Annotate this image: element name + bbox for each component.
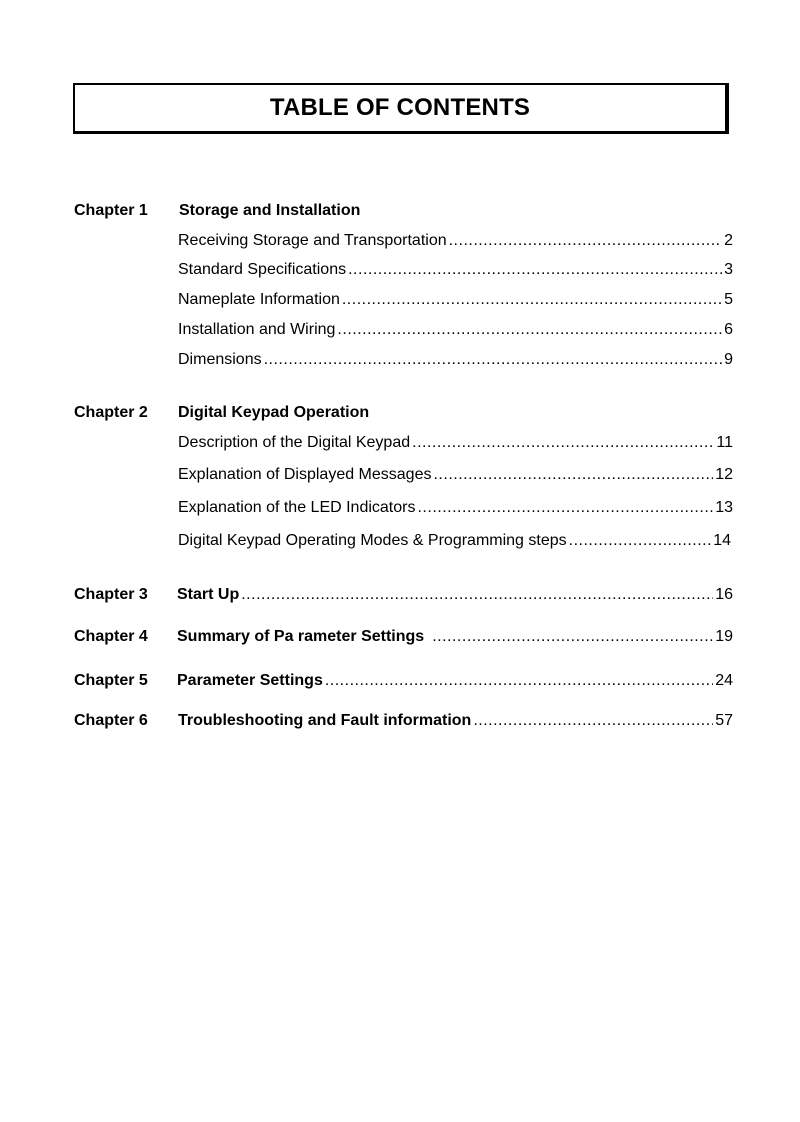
toc-entry-nameplate-information[interactable]	[178, 290, 733, 310]
toc-entry-text: Standard Specifications	[178, 261, 347, 278]
toc-entry-receiving-storage[interactable]	[178, 231, 733, 251]
dot-leader	[412, 433, 714, 453]
chapter-6-title: Troubleshooting and Fault information	[178, 712, 472, 729]
toc-entry-page: 2	[724, 232, 733, 249]
chapter-4-label: Chapter 4	[74, 628, 148, 645]
toc-entry-dimensions[interactable]	[178, 350, 733, 370]
toc-entry-text: Description of the Digital Keypad	[178, 434, 411, 451]
chapter-5-title: Parameter Settings	[177, 672, 323, 689]
dot-leader	[417, 498, 713, 518]
toc-entry-troubleshooting[interactable]	[178, 711, 733, 731]
dot-leader	[433, 465, 713, 485]
title-box	[73, 83, 729, 134]
dot-leader	[473, 711, 713, 731]
toc-entry-description-keypad[interactable]	[178, 433, 733, 453]
toc-entry-standard-specifications[interactable]	[178, 260, 733, 280]
toc-entry-page: 9	[724, 351, 733, 368]
dot-leader	[348, 260, 722, 280]
dot-leader	[569, 531, 712, 551]
chapter-2-title: Digital Keypad Operation	[178, 404, 370, 421]
toc-entry-start-up[interactable]	[177, 585, 733, 605]
toc-entry-installation-wiring[interactable]	[178, 320, 733, 340]
chapter-3-label: Chapter 3	[74, 586, 148, 603]
chapter-1-title: Storage and Installation	[179, 202, 361, 219]
toc-entry-page: 11	[716, 434, 733, 451]
dot-leader	[264, 350, 723, 370]
toc-entry-operating-modes[interactable]	[178, 531, 731, 551]
dot-leader	[241, 585, 713, 605]
dot-leader	[449, 231, 722, 251]
chapter-6-label: Chapter 6	[74, 712, 148, 729]
toc-entry-page: 13	[715, 499, 733, 516]
dot-leader	[337, 320, 722, 340]
chapter-3-title: Start Up	[177, 586, 240, 603]
toc-entry-text: Installation and Wiring	[178, 321, 336, 338]
chapter-2-label: Chapter 2	[74, 404, 148, 421]
toc-entry-summary-parameter-settings[interactable]	[177, 627, 733, 647]
dot-leader	[432, 627, 713, 647]
chapter-1-label: Chapter 1	[74, 202, 148, 219]
toc-entry-page: 3	[724, 261, 733, 278]
toc-entry-page: 6	[724, 321, 733, 338]
toc-entry-text: Dimensions	[178, 351, 262, 368]
chapter-4-title: Summary of Pa rameter Settings	[177, 628, 425, 645]
toc-entry-page: 14	[713, 532, 731, 549]
page-title: TABLE OF CONTENTS	[269, 94, 531, 121]
toc-entry-text: Digital Keypad Operating Modes & Programming steps	[178, 532, 567, 549]
toc-entry-page: 5	[724, 291, 733, 308]
toc-entry-displayed-messages[interactable]	[178, 465, 733, 485]
toc-entry-text: Receiving Storage and Transportation	[178, 232, 447, 249]
toc-entry-text: Explanation of the LED Indicators	[178, 499, 416, 516]
dot-leader	[342, 290, 722, 310]
toc-entry-page: 19	[715, 628, 733, 645]
toc-entry-text: Nameplate Information	[178, 291, 340, 308]
chapter-5-label: Chapter 5	[74, 672, 148, 689]
toc-entry-text: Explanation of Displayed Messages	[178, 466, 432, 483]
toc-entry-page: 57	[715, 712, 733, 729]
dot-leader	[325, 671, 713, 691]
toc-entry-page: 16	[715, 586, 733, 603]
toc-entry-page: 24	[715, 672, 733, 689]
toc-entry-page: 12	[715, 466, 733, 483]
toc-entry-led-indicators[interactable]	[178, 498, 733, 518]
toc-entry-parameter-settings[interactable]	[177, 671, 733, 691]
